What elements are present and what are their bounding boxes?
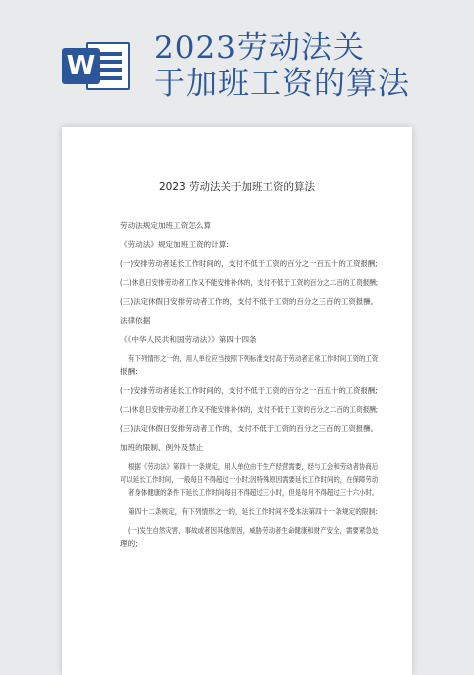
paragraph: (三)法定休假日安排劳动者工作的，支付不低于工资的百分之三百的工资报酬。 <box>120 424 379 433</box>
paragraph: (一)发生自然灾害、事故或者因其他原因，威胁劳动者生命健康和财产安全，需要紧急处 <box>128 526 379 535</box>
paragraph: 有下列情形之一的，用人单位应当按照下列标准支付高于劳动者正常工作时间工资的工资 <box>128 354 379 363</box>
paragraph: 可以延长工作时间，一般每日不得超过一小时;因特殊原因需要延长工作时间的，在保障劳动 <box>120 475 379 484</box>
paragraph: 《劳动法》规定加班工资的计算: <box>120 240 229 249</box>
paragraph: (三)法定休假日安排劳动者工作的，支付不低于工资的百分之三百的工资报酬。 <box>120 297 379 306</box>
paragraph: (一)安排劳动者延长工作时间的，支付不低于工资的百分之一百五十的工资报酬; <box>120 259 378 268</box>
header-banner <box>0 0 474 115</box>
word-badge: W <box>62 48 100 84</box>
paragraph: 第四十二条规定，有下列情形之一的，延长工作时间不受本法第四十一条规定的限制: <box>128 507 378 516</box>
banner-title-line-1: 2023劳动法关 <box>154 30 365 66</box>
banner-title <box>154 30 454 102</box>
banner-title-line-2: 于加班工资的算法 <box>154 66 410 102</box>
document-title: 2023 劳动法关于加班工资的算法 <box>158 181 316 193</box>
paragraph: 报酬: <box>120 367 138 376</box>
paragraph: (二)休息日安排劳动者工作又不能安排补休的，支付不低于工资的百分之二百的工资报酬; <box>120 405 379 414</box>
paragraph: (二)休息日安排劳动者工作又不能安排补休的，支付不低于工资的百分之二百的工资报酬; <box>120 278 379 287</box>
paragraph: 根据《劳动法》第四十一条规定，用人单位由于生产经营需要，经与工会和劳动者协商后 <box>128 462 379 471</box>
paragraph: 法律依据 <box>120 316 151 325</box>
paragraph: 加班的限制、例外及禁止 <box>120 443 204 452</box>
paragraph: 者身体健康的条件下延长工作时间每日不得超过三小时，但是每月不得超过三十六小时。 <box>128 488 379 497</box>
paragraph: 理的; <box>120 539 138 548</box>
word-document-icon <box>62 38 132 94</box>
document-page <box>62 127 412 675</box>
paragraph: (一)安排劳动者延长工作时间的，支付不低于工资的百分之一百五十的工资报酬; <box>120 386 378 395</box>
paragraph: 《《中华人民共和国劳动法》》第四十四条 <box>120 335 257 344</box>
paragraph: 劳动法规定加班工资怎么算 <box>120 221 212 230</box>
